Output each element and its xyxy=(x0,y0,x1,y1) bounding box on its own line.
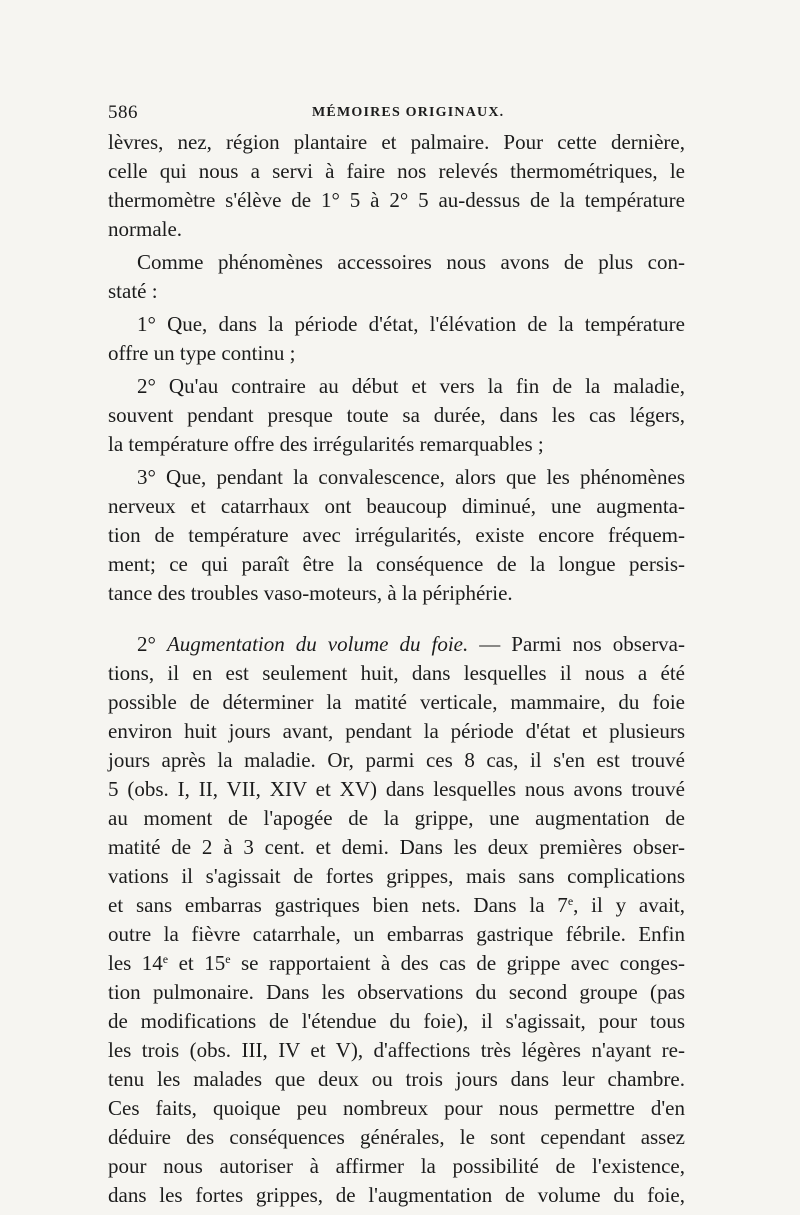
section-liver-volume xyxy=(108,630,685,1210)
text-fragment: les 14 xyxy=(108,951,163,975)
text-line: vations il s'agissait de fortes grippes, mais sans complications xyxy=(108,864,685,888)
text-line: la température offre des irrégularités remarquables ; xyxy=(108,432,544,456)
section-first-line-rest: — Parmi nos observa- xyxy=(479,632,685,656)
text-line: staté : xyxy=(108,279,158,303)
text-line: matité de 2 à 3 cent. et demi. Dans les deux premières obser- xyxy=(108,835,685,859)
running-head xyxy=(108,98,685,128)
section-title: Augmentation du volume du foie. xyxy=(166,632,469,656)
paragraph-accessory-phenomena xyxy=(108,248,685,306)
text-line: tion pulmonaire. Dans les observations du second groupe (pas xyxy=(108,980,685,1004)
text-line: normale. xyxy=(108,217,183,241)
text-fragment: et 15 xyxy=(168,951,226,975)
text-line: dans les fortes grippes, de l'augmentation de volume du foie, xyxy=(108,1183,685,1207)
text-line: Comme phénomènes accessoires nous avons de plus con- xyxy=(137,250,685,274)
text-line: tion de température avec irrégularités, existe encore fréquem- xyxy=(108,523,685,547)
text-line: celle qui nous a servi à faire nos relevés thermométriques, le xyxy=(108,159,685,183)
text-line: pour nous autoriser à affirmer la possibilité de l'existence, xyxy=(108,1154,685,1178)
section-heading-line xyxy=(108,630,685,659)
text-line: environ huit jours avant, pendant la période d'état et plusieurs xyxy=(108,719,685,743)
text-line: souvent pendant presque toute sa durée, dans les cas légers, xyxy=(108,403,685,427)
text-line: possible de déterminer la matité verticale, mammaire, du foie xyxy=(108,690,685,714)
text-line: au moment de l'apogée de la grippe, une augmentation de xyxy=(108,806,685,830)
paragraph-item-3 xyxy=(108,463,685,608)
text-line: tance des troubles vaso-moteurs, à la périphérie. xyxy=(108,581,513,605)
text-fragment: et sans embarras gastriques bien nets. Dans la 7 xyxy=(108,893,568,917)
text-line: lèvres, nez, région plantaire et palmaire. Pour cette dernière, xyxy=(108,130,685,154)
page xyxy=(108,98,685,1210)
superscript: e xyxy=(567,894,574,908)
text-line: ment; ce qui paraît être la conséquence de la longue persis- xyxy=(108,552,685,576)
text-line xyxy=(108,891,685,920)
paragraph-item-1 xyxy=(108,310,685,368)
text-line: 3° Que, pendant la convalescence, alors que les phénomènes xyxy=(137,465,685,489)
text-line: déduire des conséquences générales, le sont cependant assez xyxy=(108,1125,685,1149)
text-fragment: , il y avait, xyxy=(573,893,685,917)
text-line: offre un type continu ; xyxy=(108,341,296,365)
running-title: MÉMOIRES ORIGINAUX. xyxy=(312,105,505,120)
superscript: e xyxy=(162,952,169,966)
text-line: 2° Qu'au contraire au début et vers la fin de la maladie, xyxy=(137,374,685,398)
paragraph-item-2 xyxy=(108,372,685,459)
text-line: de modifications de l'étendue du foie), il s'agissait, pour tous xyxy=(108,1009,685,1033)
text-line: les trois (obs. III, IV et V), d'affections très légères n'ayant re- xyxy=(108,1038,685,1062)
text-fragment: se rapportaient à des cas de grippe avec conges- xyxy=(230,951,686,975)
page-number: 586 xyxy=(108,102,138,123)
text-line: tions, il en est seulement huit, dans lesquelles il nous a été xyxy=(108,661,685,685)
text-line: tenu les malades que deux ou trois jours dans leur chambre. xyxy=(108,1067,685,1091)
text-line: jours après la maladie. Or, parmi ces 8 cas, il s'en est trouvé xyxy=(108,748,685,772)
text-line: 5 (obs. I, II, VII, XIV et XV) dans lesquelles nous avons trouvé xyxy=(108,777,685,801)
text-line: thermomètre s'élève de 1° 5 à 2° 5 au-dessus de la température xyxy=(108,188,685,212)
text-line: 1° Que, dans la période d'état, l'élévation de la température xyxy=(137,312,685,336)
text-line: outre la fièvre catarrhale, un embarras gastrique fébrile. Enfin xyxy=(108,922,685,946)
text-line xyxy=(108,949,685,978)
text-line: nerveux et catarrhaux ont beaucoup diminué, une augmenta- xyxy=(108,494,685,518)
text-line: Ces faits, quoique peu nombreux pour nous permettre d'en xyxy=(108,1096,685,1120)
section-number: 2° xyxy=(137,632,156,656)
superscript: e xyxy=(225,952,231,966)
paragraph-thermometer xyxy=(108,128,685,244)
